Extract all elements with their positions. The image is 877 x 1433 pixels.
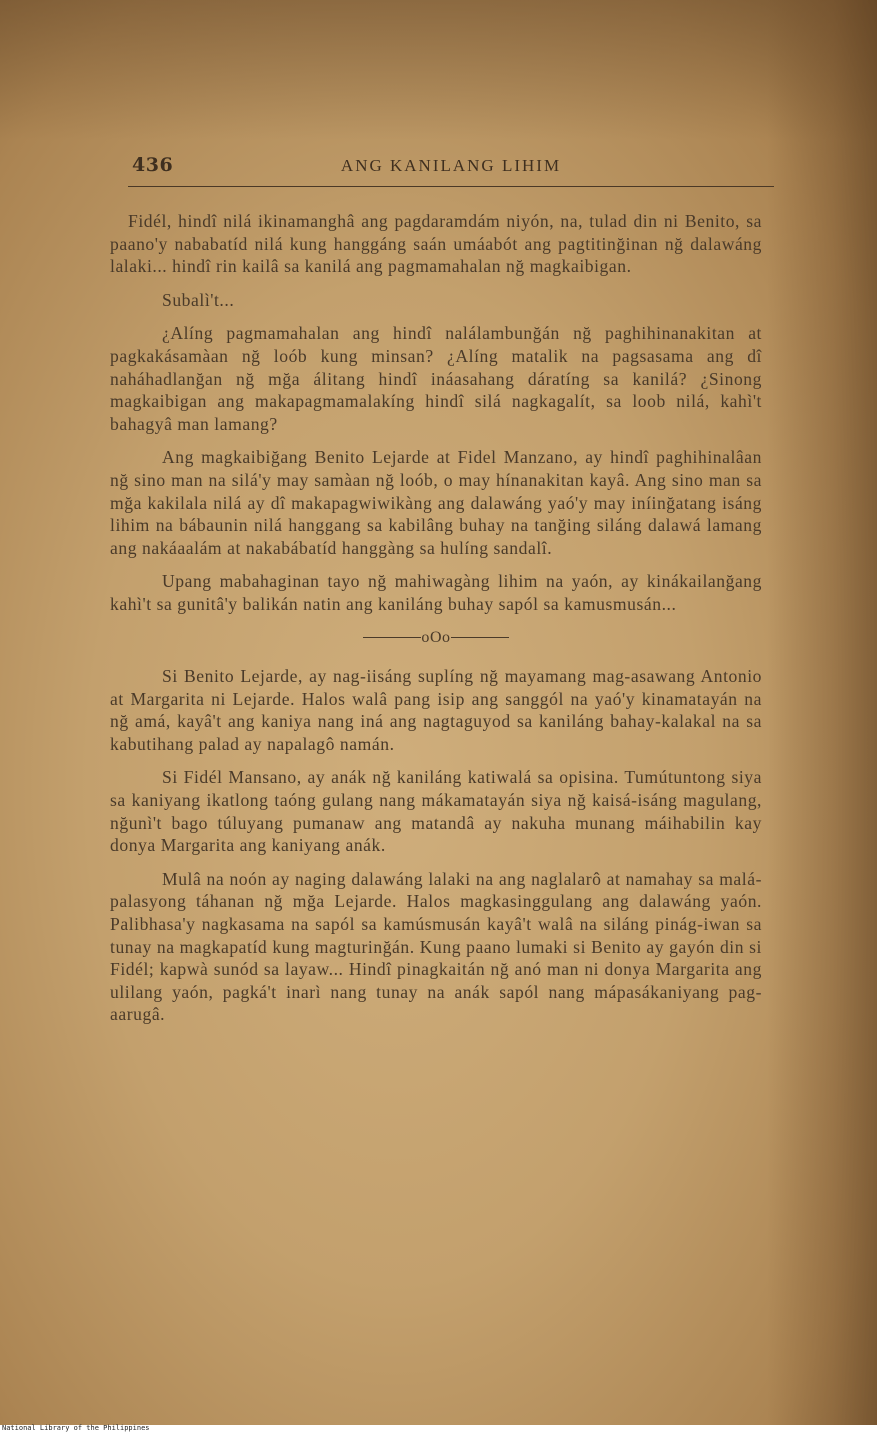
page-number: 436 xyxy=(132,154,174,176)
footer-bar xyxy=(0,1425,877,1433)
body-text xyxy=(110,210,762,1037)
paragraph: Upang mabahaginan tayo nğ mahiwagàng lihim na yaón, ay kinákailanğang kahì't sa gunitâ'y balikán natin ang kaniláng buhay sapól sa kamusmusán... xyxy=(110,571,762,614)
paragraph: Fidél, hindî nilá ikinamanghâ ang pagdaramdám niyón, na, tulad din ni Benito, sa paano'y nababatíd nilá kung hanggáng saán umáabót ang pagtitinğinan nğ dalawáng lalaki... hindî rin kailâ sa kanilá ang pagmamahalan nğ magkaibigan. xyxy=(110,211,762,277)
divider-line-left xyxy=(363,637,421,638)
footer-credit: National Library of the Philippines xyxy=(2,1424,150,1432)
section-divider xyxy=(110,627,762,650)
divider-mark: oOo xyxy=(421,628,451,646)
paragraph: Subalì't... xyxy=(162,289,235,310)
page-header xyxy=(128,154,774,184)
paragraph: ¿Alíng pagmamahalan ang hindî nalálambunğán nğ paghihinanakitan at pagkakásamàan nğ loób kung minsan? ¿Alíng matalik na pagsasama ang dî naháhadlanğan nğ mğa álitang hindî ináasahang dáratíng sa kanilá? ¿Sinong magkaibigan ang makapagmamalakíng hindî silá nagkagalít, sa loob nilá, kahì't bahagyâ man lamang? xyxy=(110,323,762,434)
running-title: ANG KANILANG LIHIM xyxy=(340,156,562,175)
paragraph: Mulâ na noón ay naging dalawáng lalaki na ang naglalarô at namahay sa malá-palasyong táhanan nğ mğa Lejarde. Halos magkasinggulang ang dalawáng yaón. Palibhasa'y nagkasama na sapól sa kamúsmusán kayâ't walâ na siláng pinág-iwan sa tunay na magkapatíd kung magturinğán. Kung paano lumaki si Benito ay gayón din si Fidél; kapwà sunód sa layaw... Hindî pinagkaitán nğ anó man ni donya Margarita ang ulilang yaón, pagká't inarì nang tunay na anák sapól nang mápasákaniyang pag-aarugâ. xyxy=(110,868,762,1025)
paragraph: Si Benito Lejarde, ay nag-iisáng suplíng nğ mayamang mag-asawang Antonio at Margarita ni Lejarde. Halos walâ pang isip ang sanggól na yaó'y kinamatayán na nğ amá, kayâ't ang kaniya nang iná ang nagtaguyod sa kaniláng bahay-kalakal na sa kabutihang palad ay napalagô namán. xyxy=(110,666,762,754)
paragraph: Ang magkaibiğang Benito Lejarde at Fidel Manzano, ay hindî paghihinalâan nğ sino man na silá'y may samàan nğ loób, o may hínanakitan kayâ. Ang sino man sa mğa kakilala nilá ay dî makapagwiwikàng ang dalawáng yaó'y may iníinğatang isáng lihim na bábaunin nilá hanggang sa kabilâng buhay na tanğing siláng dalawá lamang ang nakáaalám at nakabábatíd hanggàng sa hulíng sandalî. xyxy=(110,447,762,558)
paragraph: Si Fidél Mansano, ay anák nğ kaniláng katiwalá sa opisina. Tumútuntong siya sa kaniyang ikatlong taóng gulang nang mákamatayán siya nğ kaisá-isáng magulang, nğunì't bago túluyang pumanaw ang matandâ ay nakuha munang máihabilin kay donya Margarita ang kaniyang anák. xyxy=(110,767,762,856)
divider-line-right xyxy=(451,637,509,638)
header-rule xyxy=(128,186,774,187)
